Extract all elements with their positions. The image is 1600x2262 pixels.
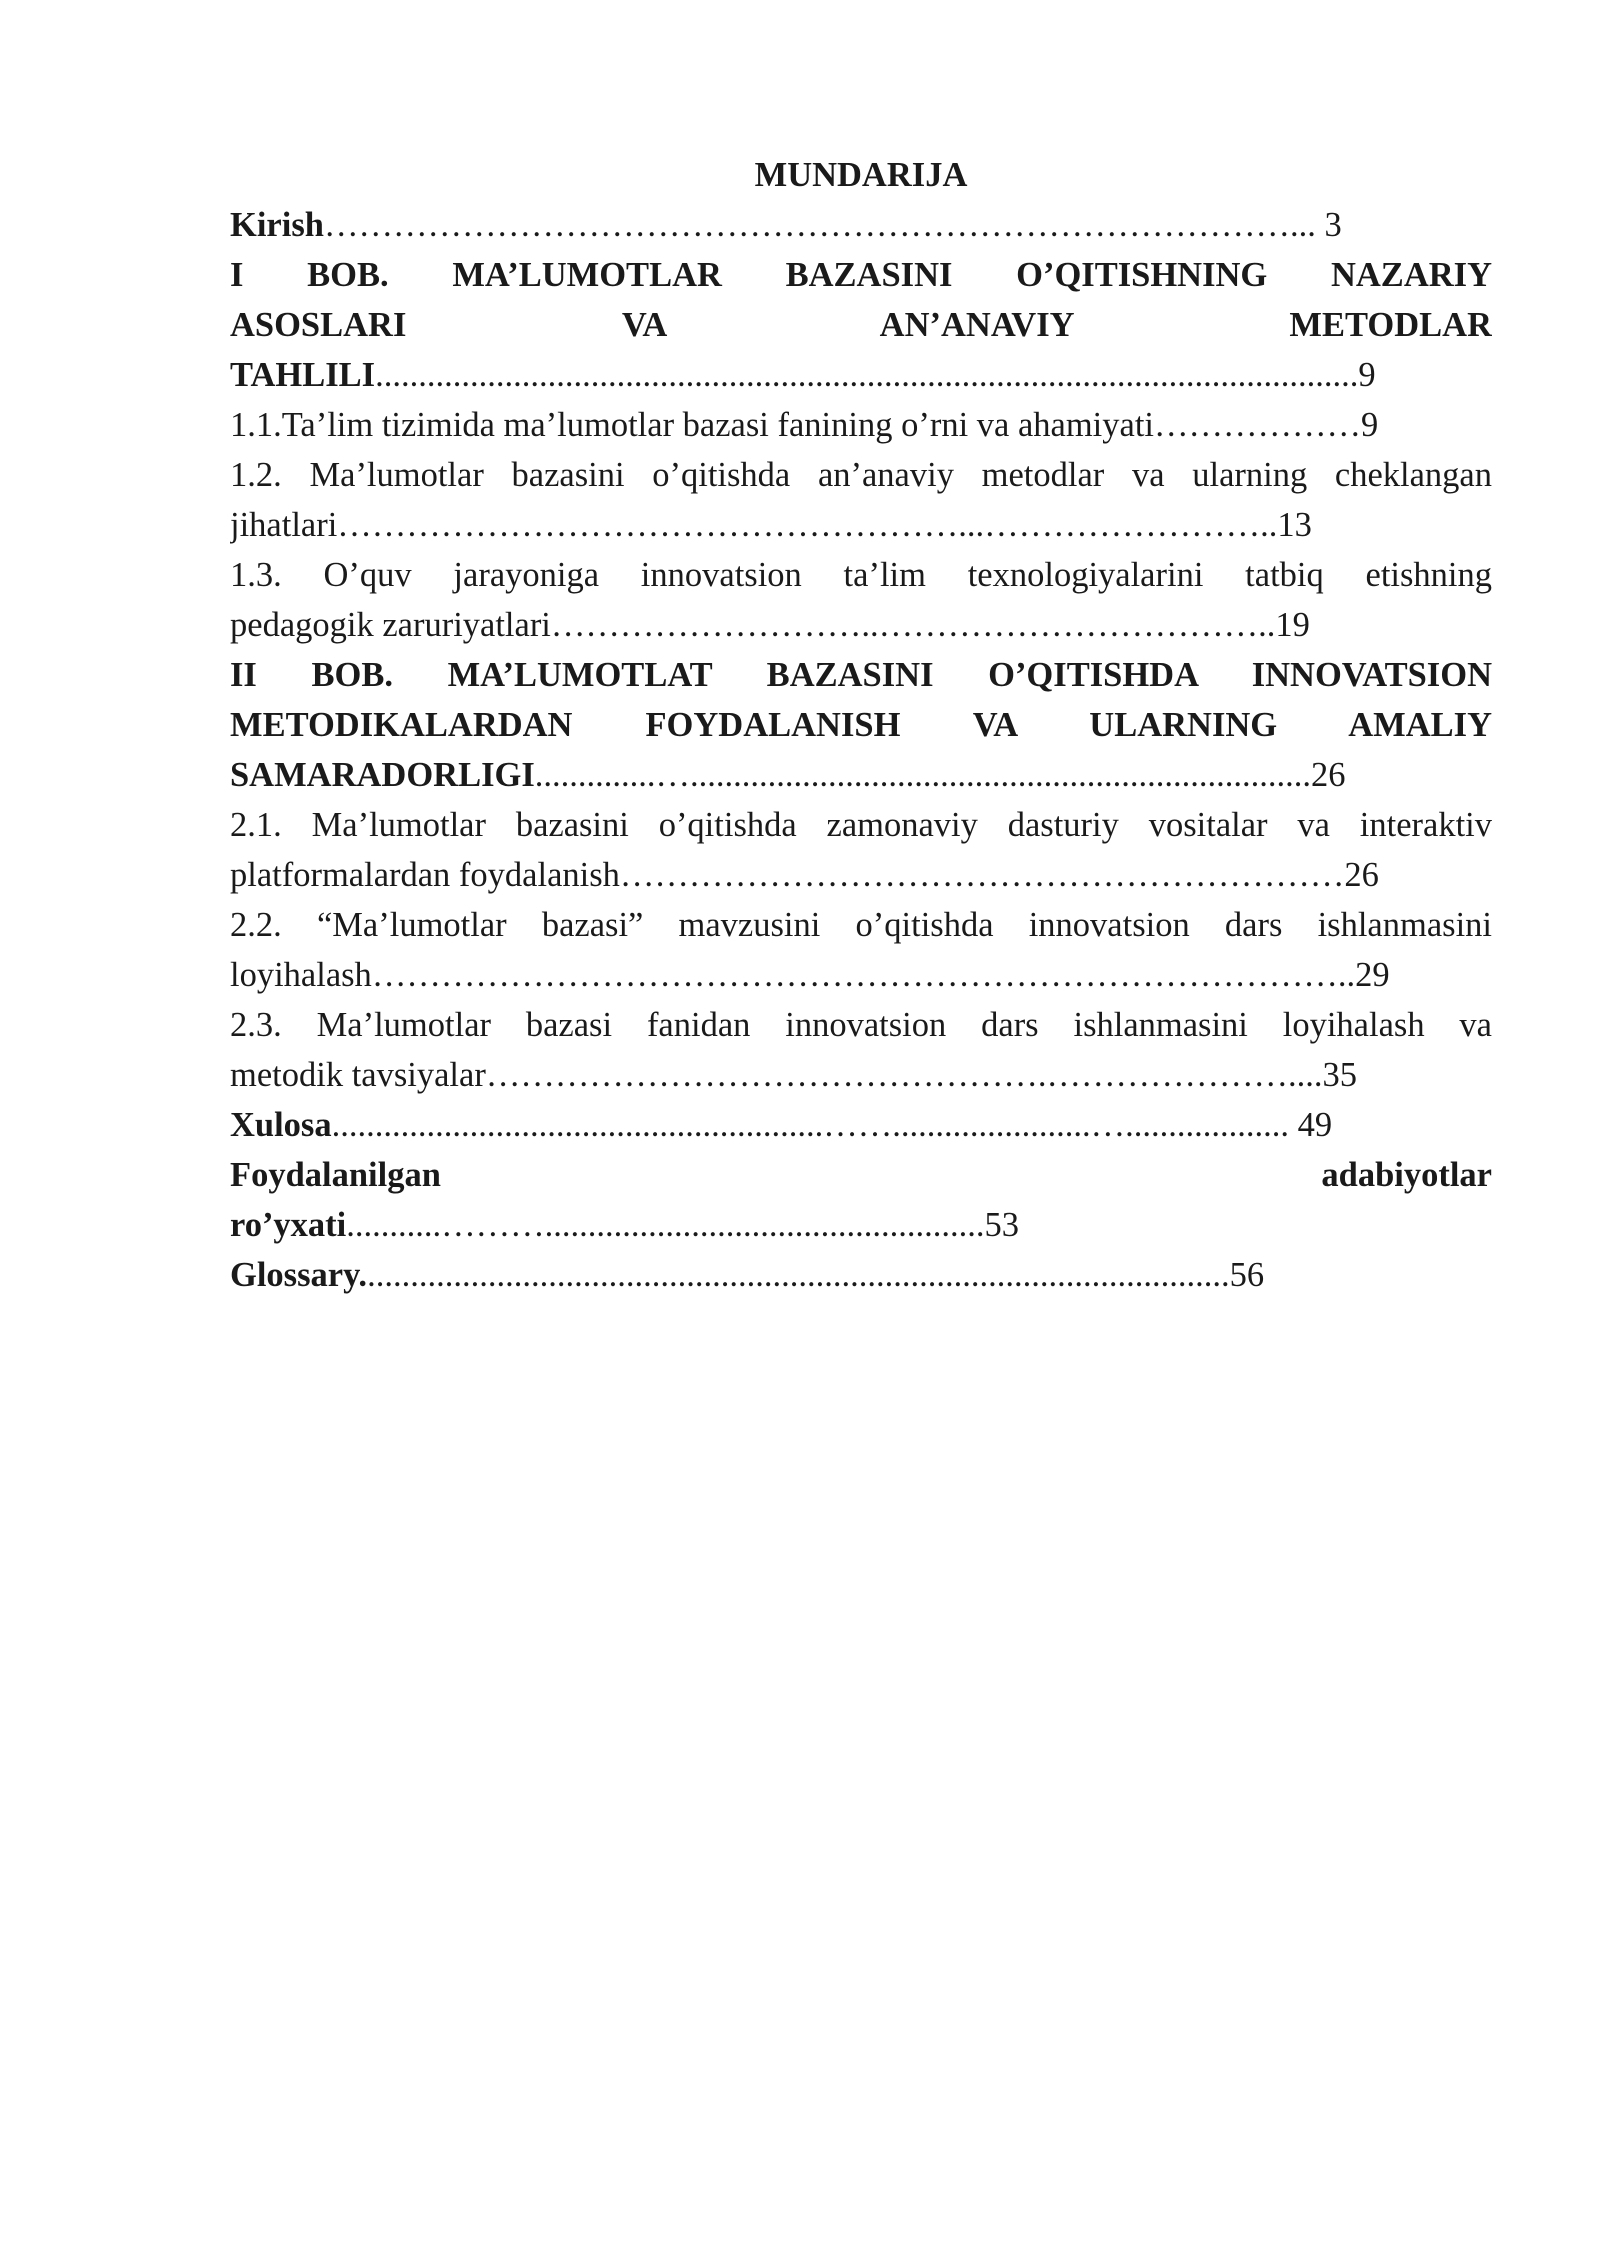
toc-page-number: .29 xyxy=(1346,956,1390,994)
toc-entry-title: Kirish xyxy=(230,206,324,244)
toc-leader-dots: .................................................................................................... xyxy=(367,1256,1230,1294)
toc-leader-dots: ………………………………………….………………….. xyxy=(485,1056,1306,1094)
toc-entry-title: I BOB. MA’LUMOTLAR BAZASINI O’QITISHNING NAZARIY xyxy=(230,256,1492,294)
toc-lines xyxy=(230,200,1492,1300)
toc-entry-title: ro’yxati xyxy=(230,1206,347,1244)
toc-page-number: 53 xyxy=(984,1206,1020,1244)
toc-entry-title: II BOB. MA’LUMOTLAT BAZASINI O’QITISHDA INNOVATSION xyxy=(230,656,1492,694)
toc-line xyxy=(230,850,1492,900)
toc-entry-title: 1.1.Ta’lim tizimida ma’lumotlar bazasi fanining o’rni va ahamiyati xyxy=(230,406,1155,444)
toc-page-number: 26 xyxy=(1311,756,1346,794)
toc-line xyxy=(230,600,1492,650)
toc-page-number: 49 xyxy=(1297,1106,1333,1144)
toc-line xyxy=(230,1200,1492,1250)
toc-line xyxy=(230,550,1492,600)
toc-entry-title: Foydalanilgan adabiyotlar xyxy=(230,1156,1492,1194)
toc-leader-dots: .........................................................…….......................…................... xyxy=(331,1106,1298,1144)
toc-entry-title: Glossary. xyxy=(230,1256,368,1294)
toc-page-number: 26 xyxy=(1344,856,1379,894)
toc-leader-dots: ..............…........................................................................ xyxy=(534,756,1312,794)
toc-line xyxy=(230,400,1492,450)
toc-line xyxy=(230,950,1492,1000)
toc-entry-title: METODIKALARDAN FOYDALANISH VA ULARNING AMALIY xyxy=(230,706,1492,744)
toc-entry-title: 1.3. O’quv jarayoniga innovatsion ta’lim texnologiyalarini tatbiq etishning xyxy=(230,556,1492,594)
toc-line xyxy=(230,750,1492,800)
toc-entry-title: jihatlari xyxy=(230,506,338,544)
toc-line xyxy=(230,200,1492,250)
toc-page-number: .13 xyxy=(1268,506,1312,544)
toc-leader-dots: …………………………………………………………………………... xyxy=(323,206,1325,244)
toc-page-number: 9 xyxy=(1361,406,1379,444)
table-of-contents xyxy=(230,150,1492,1300)
toc-leader-dots: …………………………………………………………………………. xyxy=(371,956,1347,994)
toc-line xyxy=(230,1150,1492,1200)
toc-page-number: 9 xyxy=(1358,356,1376,394)
toc-line xyxy=(230,1000,1492,1050)
toc-line xyxy=(230,800,1492,850)
toc-title: MUNDARIJA xyxy=(754,156,968,194)
toc-entry-title: ASOSLARI VA AN’ANAVIY METODLAR xyxy=(230,306,1492,344)
toc-page-number: 3 xyxy=(1324,206,1342,244)
toc-page-number: ..35 xyxy=(1305,1056,1357,1094)
toc-entry-title: metodik tavsiyalar xyxy=(230,1056,486,1094)
toc-page-number: 56 xyxy=(1229,1256,1265,1294)
toc-entry-title: TAHLILI xyxy=(230,356,376,394)
toc-entry-title: 2.3. Ma’lumotlar bazasi fanidan innovatsion dars ishlanmasini loyihalash va xyxy=(230,1006,1492,1044)
toc-line xyxy=(230,500,1492,550)
toc-entry-title: platformalardan foydalanish xyxy=(230,856,620,894)
toc-leader-dots: ………………………..……………………………. xyxy=(550,606,1267,644)
toc-entry-title: loyihalash xyxy=(230,956,372,994)
toc-page-number: .19 xyxy=(1266,606,1310,644)
toc-line xyxy=(230,700,1492,750)
toc-line xyxy=(230,1250,1492,1300)
toc-line xyxy=(230,900,1492,950)
toc-entry-title: pedagogik zaruriyatlari xyxy=(230,606,551,644)
toc-line xyxy=(230,250,1492,300)
toc-line xyxy=(230,1100,1492,1150)
toc-entry-title: Xulosa xyxy=(230,1106,332,1144)
toc-leader-dots: .................................................................................................................. xyxy=(375,356,1359,394)
toc-leader-dots: ……………………………………………………… xyxy=(619,856,1345,894)
toc-entry-title: 1.2. Ma’lumotlar bazasini o’qitishda an’anaviy metodlar va ularning cheklangan xyxy=(230,456,1492,494)
toc-line xyxy=(230,1050,1492,1100)
toc-line xyxy=(230,350,1492,400)
toc-leader-dots: ...........………................................................... xyxy=(346,1206,985,1244)
toc-line xyxy=(230,450,1492,500)
toc-line xyxy=(230,650,1492,700)
toc-leader-dots: ……………… xyxy=(1154,406,1362,444)
toc-entry-title: 2.2. “Ma’lumotlar bazasi” mavzusini o’qitishda innovatsion dars ishlanmasini xyxy=(230,906,1492,944)
toc-leader-dots: ………………………………………………...……………………. xyxy=(337,506,1269,544)
toc-entry-title: SAMARADORLIGI xyxy=(230,756,535,794)
toc-entry-title: 2.1. Ma’lumotlar bazasini o’qitishda zamonaviy dasturiy vositalar va interaktiv xyxy=(230,806,1492,844)
toc-line xyxy=(230,300,1492,350)
